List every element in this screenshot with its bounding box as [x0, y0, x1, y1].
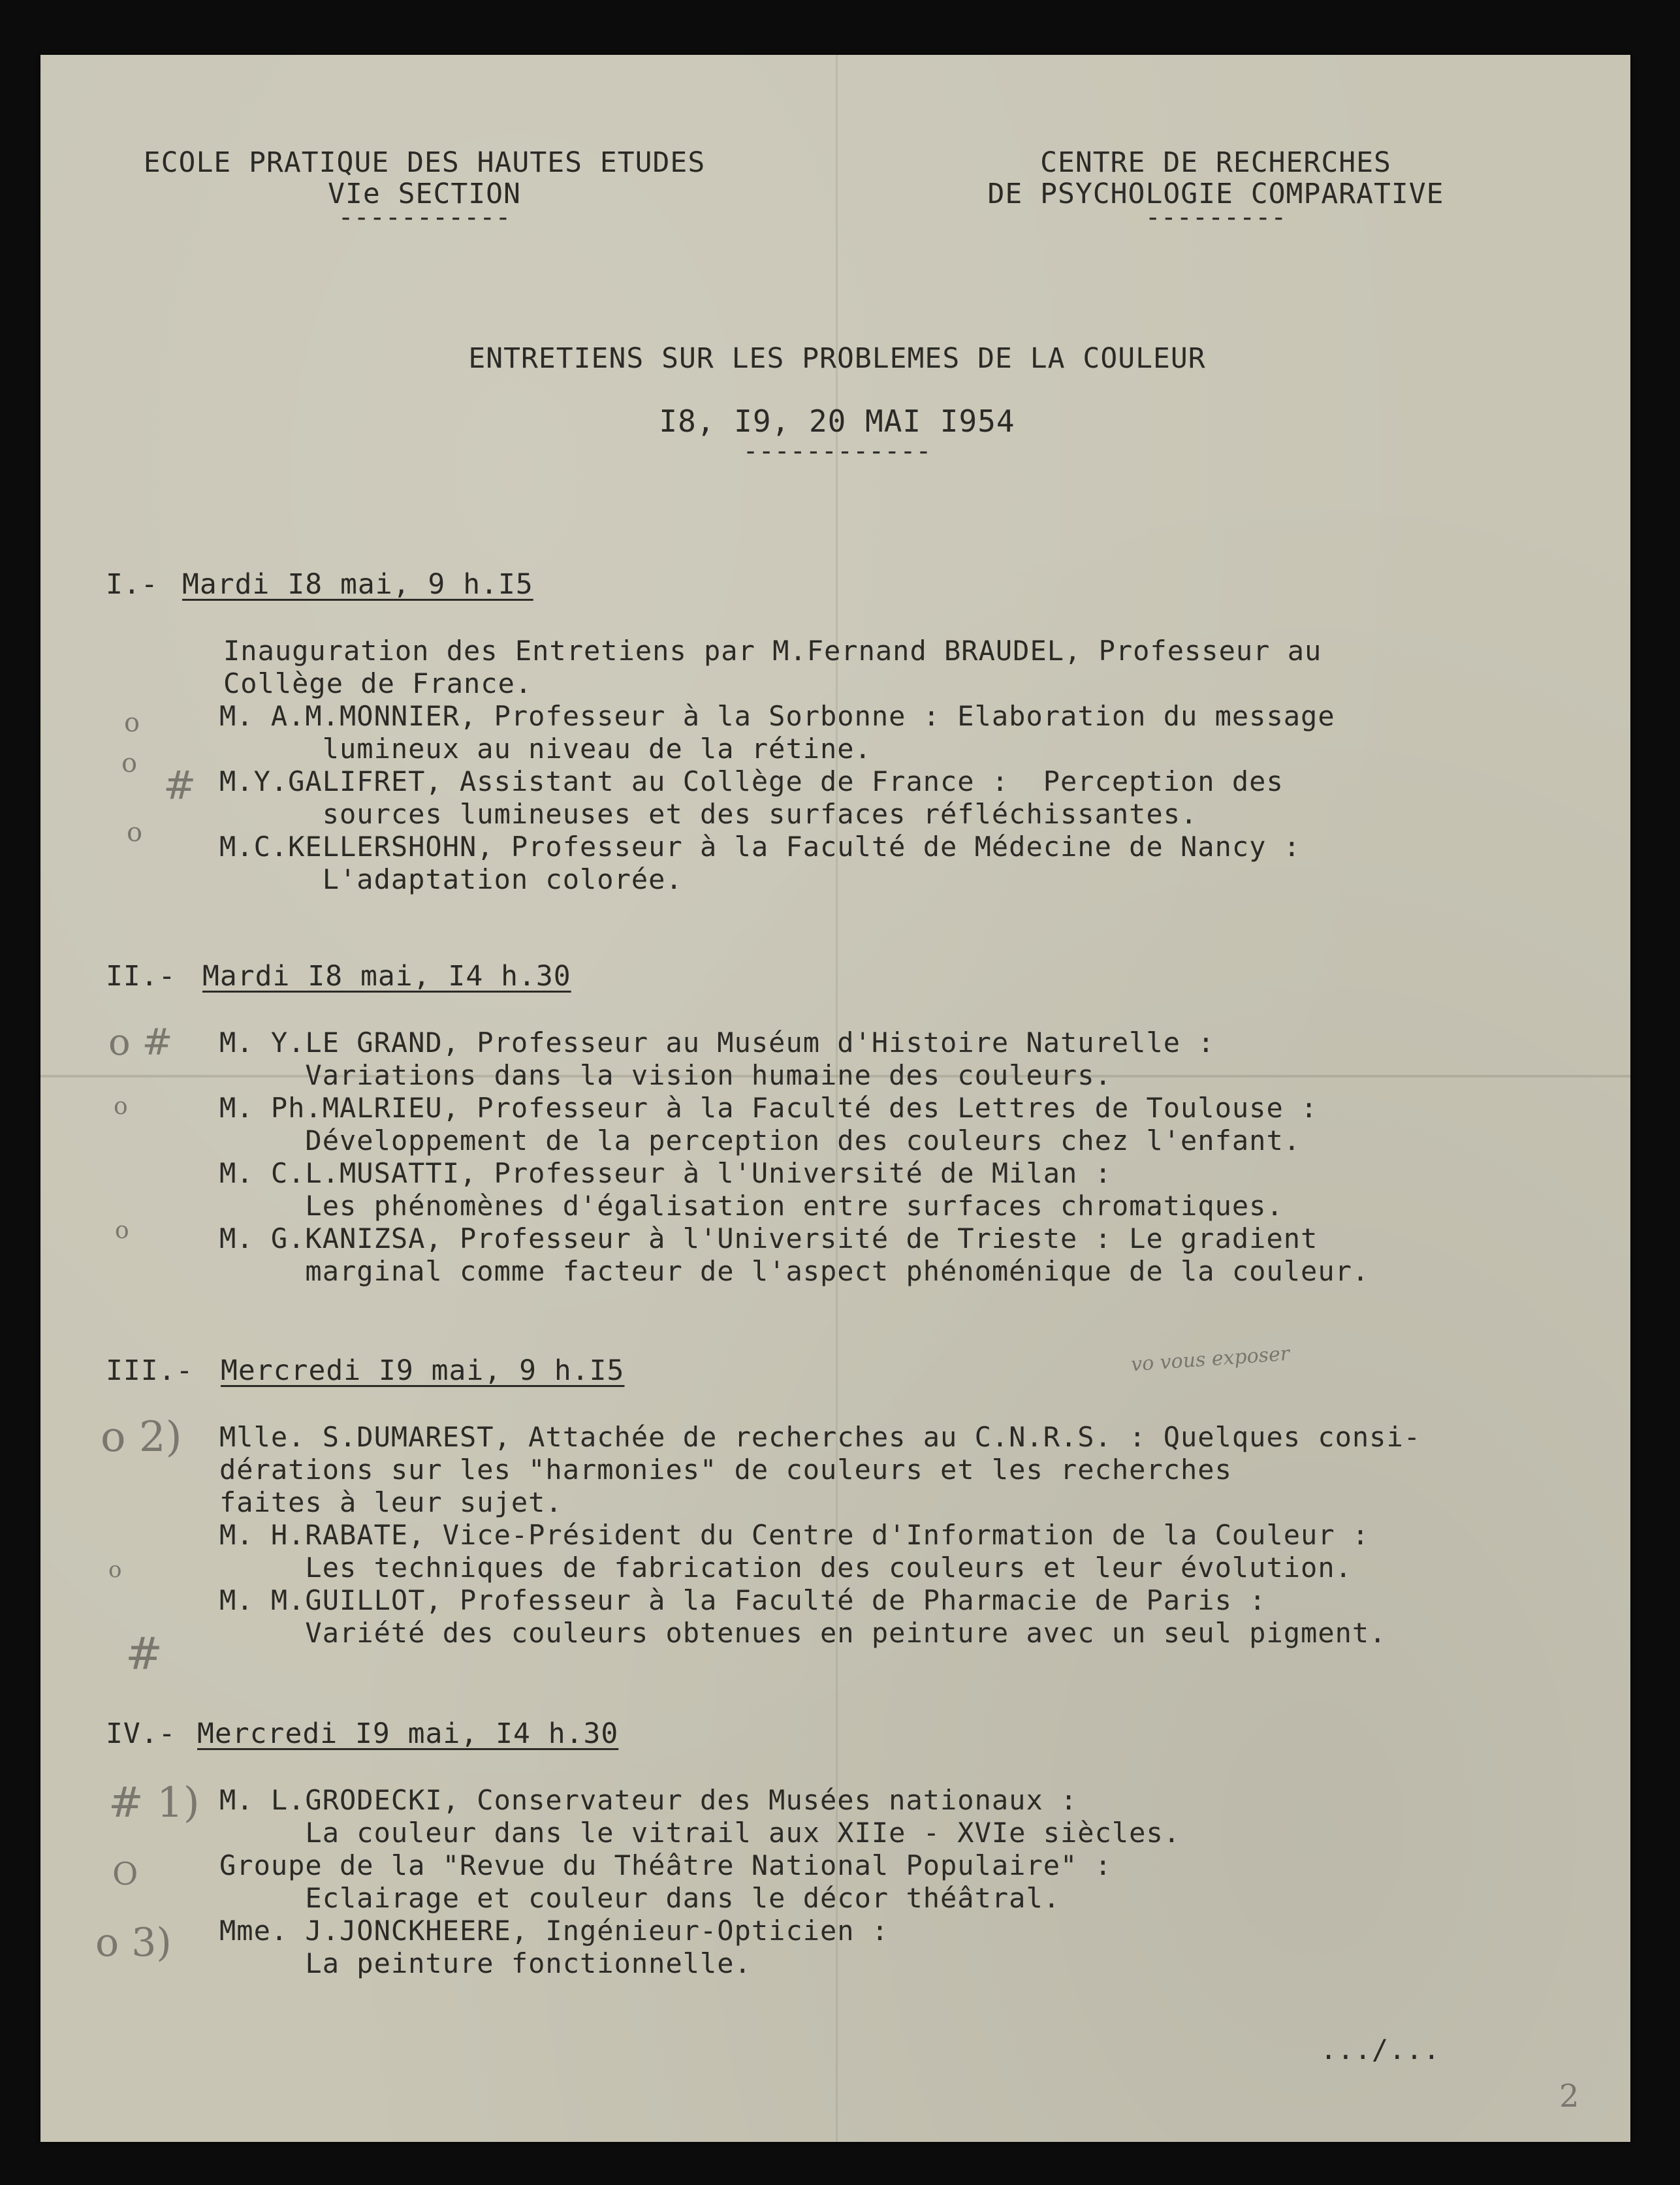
program-line: Collège de France.	[223, 667, 533, 699]
program-line: M. L.GRODECKI, Conservateur des Musées nationaux :	[219, 1784, 1078, 1816]
program-line: La couleur dans le vitrail aux XIIe - XVIe siècles.	[219, 1817, 1181, 1849]
program-line: Mme. J.JONCKHEERE, Ingénieur-Opticien :	[219, 1915, 889, 1947]
program-line: La peinture fonctionnelle.	[219, 1947, 752, 1979]
institution-rule: -----------	[338, 202, 511, 232]
handwritten-mark: o 2)	[101, 1413, 182, 1461]
handwritten-mark: o	[114, 1093, 128, 1120]
program-line: L'adaptation colorée.	[219, 863, 683, 895]
section-number-1: I.-	[106, 568, 159, 601]
section-number-2: II.-	[106, 960, 176, 993]
section-heading-1: Mardi I8 mai, 9 h.I5	[182, 568, 533, 601]
program-line: Eclairage et couleur dans le décor théâtral.	[219, 1882, 1061, 1914]
program-line: M. G.KANIZSA, Professeur à l'Université de Trieste : Le gradient	[219, 1222, 1318, 1254]
program-line: M. M.GUILLOT, Professeur à la Faculté de Pharmacie de Paris :	[219, 1584, 1267, 1616]
continuation-marker: .../...	[1320, 2033, 1441, 2065]
handwritten-mark: o	[121, 748, 138, 778]
program-line: Mlle. S.DUMAREST, Attachée de recherches au C.N.R.S. : Quelques consi-	[219, 1421, 1421, 1453]
program-line: Les phénomènes d'égalisation entre surfaces chromatiques.	[219, 1190, 1284, 1222]
handwritten-mark: o	[115, 1217, 129, 1244]
document-page	[40, 55, 1630, 2142]
handwritten-mark: # 1)	[108, 1779, 200, 1827]
program-line: M. C.L.MUSATTI, Professeur à l'Université de Milan :	[219, 1157, 1112, 1189]
research-center-subtitle: DE PSYCHOLOGIE COMPARATIVE	[987, 178, 1444, 210]
handwritten-mark: o #	[108, 1021, 173, 1064]
handwritten-mark: o	[124, 708, 140, 738]
institution-name: ECOLE PRATIQUE DES HAUTES ETUDES	[143, 146, 706, 179]
handwritten-mark: o 3)	[95, 1920, 172, 1966]
research-center-rule: ---------	[1145, 202, 1287, 232]
handwritten-margin-note: vo vous exposer	[1130, 1342, 1291, 1377]
handwritten-page-number: 2	[1559, 2078, 1579, 2114]
program-line: Variations dans la vision humaine des couleurs.	[219, 1059, 1112, 1091]
handwritten-mark: o	[108, 1557, 122, 1583]
section-number-4: IV.-	[106, 1717, 176, 1750]
program-line: Développement de la perception des couleurs chez l'enfant.	[219, 1124, 1301, 1156]
section-heading-2: Mardi I8 mai, I4 h.30	[202, 960, 571, 993]
institution-section: VIe SECTION	[328, 178, 521, 210]
program-line: M. H.RABATE, Vice-Président du Centre d'Information de la Couleur :	[219, 1519, 1370, 1551]
document-title: ENTRETIENS SUR LES PROBLEMES DE LA COULEUR	[468, 342, 1206, 375]
handwritten-mark: O	[112, 1856, 138, 1892]
program-line: Inauguration des Entretiens par M.Fernand BRAUDEL, Professeur au	[223, 635, 1322, 667]
section-number-3: III.-	[106, 1354, 194, 1387]
program-line: faites à leur sujet.	[219, 1486, 563, 1518]
research-center-name: CENTRE DE RECHERCHES	[1040, 146, 1391, 179]
document-dates: I8, I9, 20 MAI I954	[659, 404, 1015, 439]
program-line: M. A.M.MONNIER, Professeur à la Sorbonne : Elaboration du message	[219, 700, 1335, 732]
program-line: M. Ph.MALRIEU, Professeur à la Faculté des Lettres de Toulouse :	[219, 1092, 1318, 1124]
title-rule: ------------	[742, 436, 932, 466]
program-line: lumineux au niveau de la rétine.	[219, 733, 872, 765]
handwritten-mark: o	[127, 818, 143, 848]
section-heading-3: Mercredi I9 mai, 9 h.I5	[221, 1354, 625, 1387]
program-line: sources lumineuses et des surfaces réfléchissantes.	[219, 798, 1198, 830]
program-line: M. Y.LE GRAND, Professeur au Muséum d'Histoire Naturelle :	[219, 1027, 1215, 1059]
program-line: Groupe de la "Revue du Théâtre National Populaire" :	[219, 1849, 1112, 1881]
handwritten-mark: #	[163, 763, 197, 808]
program-line: M.Y.GALIFRET, Assistant au Collège de France : Perception des	[219, 765, 1284, 797]
handwritten-mark: #	[125, 1629, 163, 1680]
program-line: Variété des couleurs obtenues en peinture avec un seul pigment.	[219, 1617, 1387, 1649]
program-line: marginal comme facteur de l'aspect phénoménique de la couleur.	[219, 1255, 1370, 1287]
program-line: Les techniques de fabrication des couleurs et leur évolution.	[219, 1552, 1352, 1584]
program-line: dérations sur les "harmonies" de couleurs et les recherches	[219, 1454, 1232, 1486]
program-line: M.C.KELLERSHOHN, Professeur à la Faculté de Médecine de Nancy :	[219, 831, 1301, 863]
section-heading-4: Mercredi I9 mai, I4 h.30	[197, 1717, 619, 1750]
